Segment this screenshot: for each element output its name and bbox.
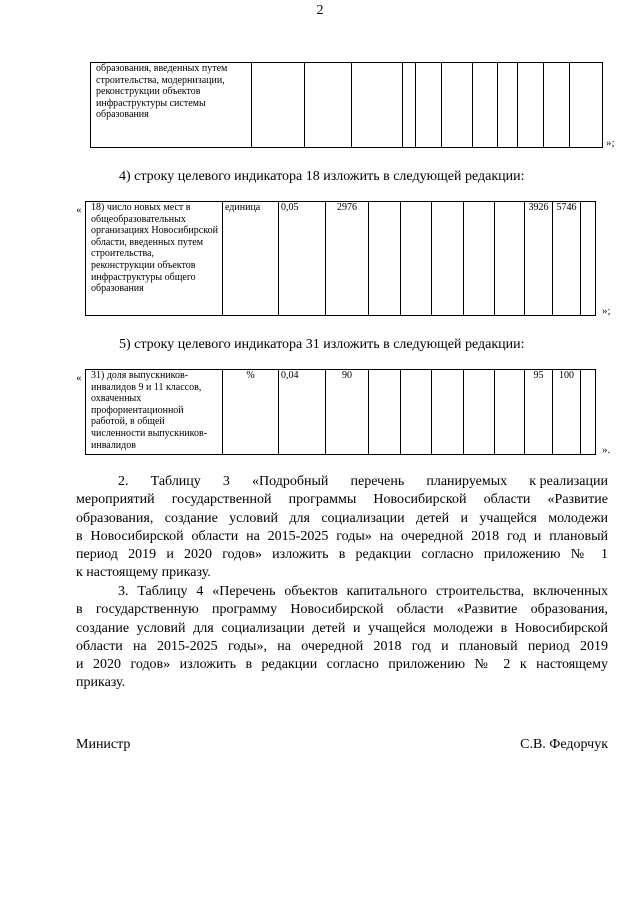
table3-close-mark: ». [602, 444, 611, 456]
weight-cell: 0,05 [279, 202, 326, 316]
paragraph-line: мероприятий государственной программы Новосибирской области «Развитие [76, 492, 608, 508]
indicator-table-continuation [90, 62, 603, 148]
indicator-name-cell: образования, введенных путем строительства, модернизации, реконструкции объектов инфраструктуры системы образования [91, 63, 252, 148]
unit-cell: % [223, 370, 279, 455]
signature-title: Министр [76, 737, 131, 752]
paragraph-line: образования, создание условий для социализации детей и учащейся молодежи [76, 510, 608, 526]
value-cell: 5746 [553, 202, 581, 316]
indicator-name-cell: 31) доля выпускников-инвалидов 9 и 11 классов, охваченных профориентационной работой, в общей численности выпускников-инвалидов [86, 370, 223, 455]
paragraph-item-2 [76, 473, 608, 583]
unit-cell: единица [223, 202, 279, 316]
paragraph-line: приказу. [76, 675, 126, 691]
paragraph-line: период 2019 и 2020 годов» изложить в редакции согласно приложению № 1 [76, 547, 608, 563]
value-cell: 3926 [525, 202, 553, 316]
indicator-18-table [85, 201, 596, 316]
paragraph-line: к настоящему приказу. [76, 565, 211, 581]
paragraph-line: в государственную программу Новосибирской области «Развитие образования, [76, 602, 608, 618]
paragraph-line: 3. Таблицу 4 «Перечень объектов капитального строительства, включенных [118, 584, 608, 599]
paragraph-line: 2. Таблицу 3 «Подробный перечень планируемых к реализации [118, 474, 608, 489]
value-cell: 2976 [326, 202, 369, 316]
paragraph-line: и 2020 годов» изложить в редакции согласно приложению № 2 к настоящему [76, 657, 608, 673]
heading-indicator-31: 5) строку целевого индикатора 31 изложить в следующей редакции: [119, 337, 525, 352]
paragraph-line: создание условий для социализации детей и учащейся молодежи в Новосибирской [76, 620, 608, 636]
table2-open-mark: « [76, 204, 82, 216]
indicator-31-table [85, 369, 596, 455]
paragraph-line: области на 2015-2025 годы», на очередной 2018 год и плановый период 2019 [76, 638, 608, 654]
paragraph-item-3 [76, 583, 608, 693]
table1-close-mark: »; [606, 137, 615, 149]
table2-close-mark: »; [602, 305, 611, 317]
indicator-name-cell: 18) число новых мест в общеобразовательных организациях Новосибирской области, введенных путем строительства, реконструкции объектов инфраструктуры общего образования [86, 202, 223, 316]
paragraph-line: в Новосибирской области на 2015-2025 годы» на очередной 2018 год и плановый [76, 528, 608, 544]
weight-cell: 0,04 [279, 370, 326, 455]
page-number: 2 [316, 3, 324, 18]
heading-indicator-18: 4) строку целевого индикатора 18 изложить в следующей редакции: [119, 169, 525, 184]
value-cell: 95 [525, 370, 553, 455]
value-cell: 90 [326, 370, 369, 455]
signature-name: С.В. Федорчук [520, 737, 608, 752]
value-cell: 100 [553, 370, 581, 455]
table3-open-mark: « [76, 372, 82, 384]
